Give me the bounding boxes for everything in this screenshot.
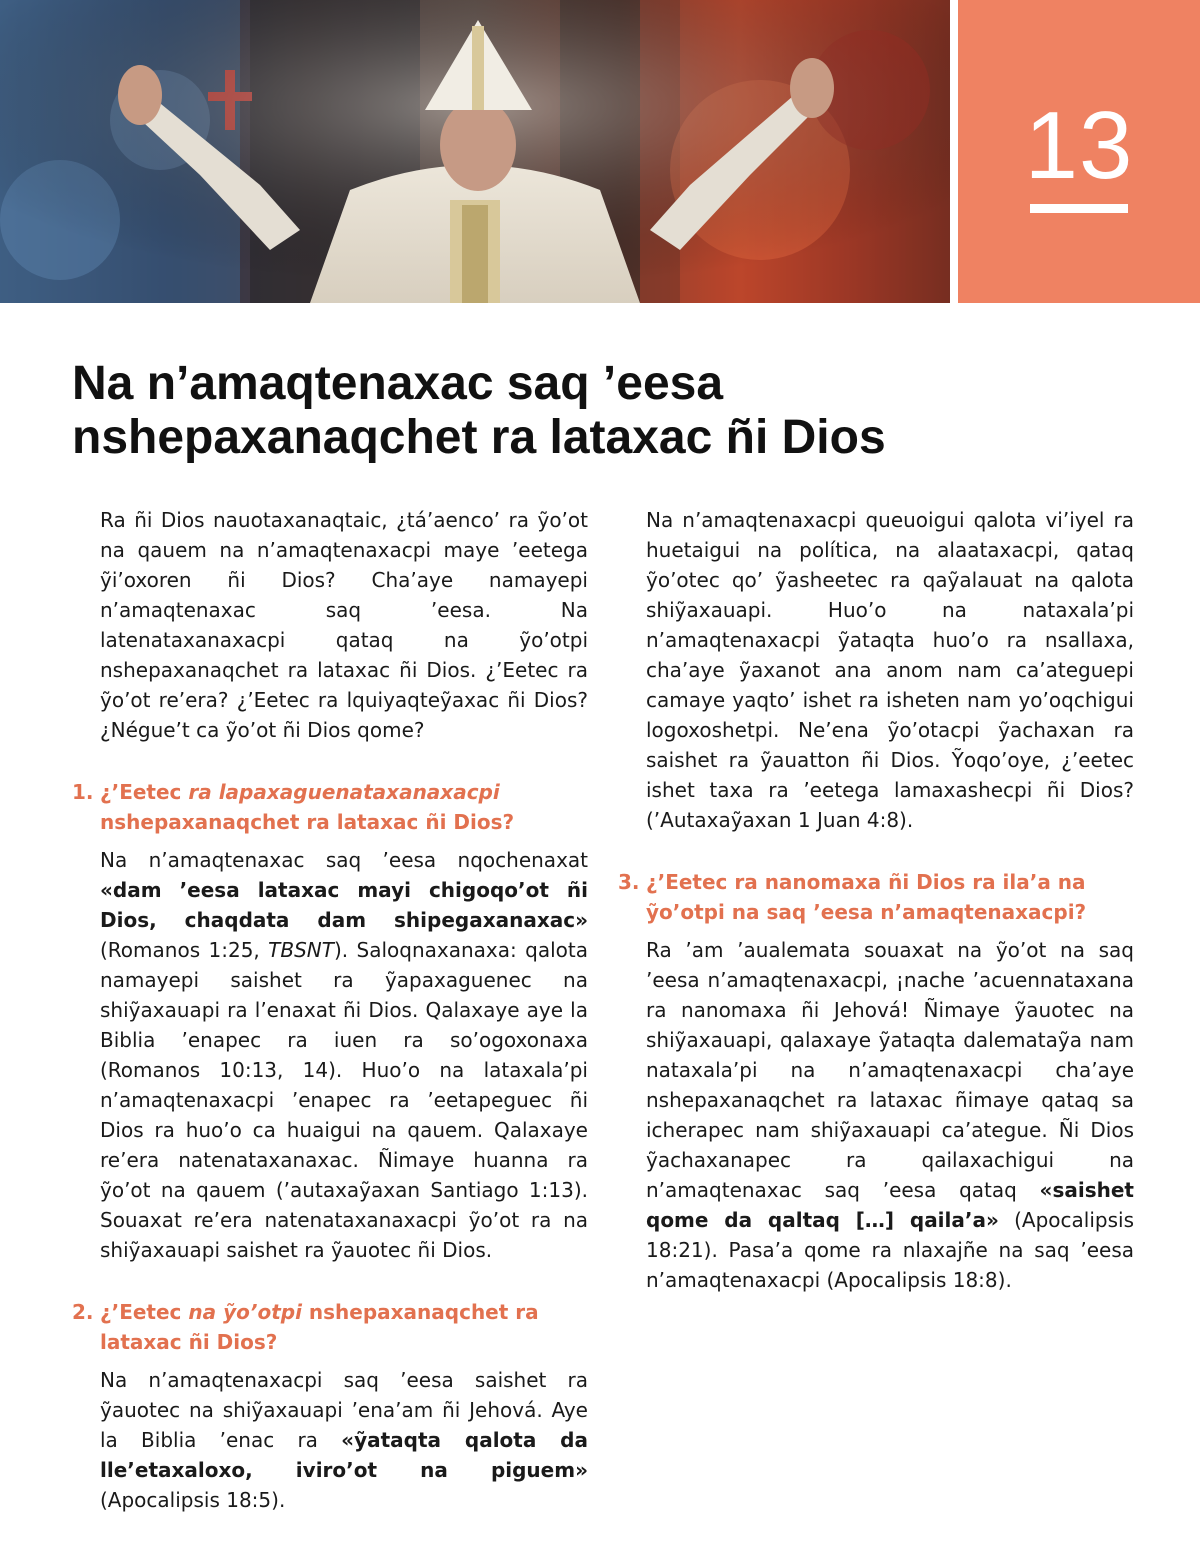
text-run: ¿’Eetec <box>100 780 189 804</box>
question-2-number: 2. <box>72 1300 94 1324</box>
text-run: ). Saloqnaxanaxa: qalota namayepi saishet ra ỹapaxaguenec na shiỹaxauapi ra l’enaxat ñi Dios. Qalaxaye aye la Biblia ’enapec ra iuen ra so’ogoxonaxa (Romanos 10:13, 14). Huo’o na lataxala’pi n’amaqtenaxacpi ’enapec ra ’eetapeguec ñi Dios ra huo’o ca huaigui na qauem. Qalaxaye re’era natenataxanaxac. Ñimaye huanna ra ỹo’ot na qauem (’autaxaỹaxan Santiago 1:13). Souaxat re’era natenataxanaxacpi ỹo’ot ra na shiỹaxauapi saishet ra ỹauotec ñi Dios. <box>100 938 588 1262</box>
question-1-heading <box>72 777 588 837</box>
text-run: Na n’amaqtenaxacpi queuoigui qalota vi’iyel ra huetaigui na política, na alaataxacpi, qataq ỹo’otec qo’ ỹasheetec ra qaỹalauat na qalota shiỹaxauapi. Huo’o na nataxala’pi n’amaqtenaxacpi ỹataqta huo’o ra nsallaxa, cha’aye ỹaxanot ana anom nam ca’ateguepi camaye yaqto’ ishet ra isheten nam yo’oqchigui logoxoshetpi. Ne’ena ỹo’otacpi ỹachaxan ra saishet ra ỹauatton ñi Dios. Ỹoqo’oye, ¿’eetec ishet taxa ra ’eetega lamaxashecpi ñi Dios? (’Autaxaỹaxan 1 Juan 4:8). <box>646 508 1134 832</box>
chapter-underline <box>1030 204 1128 213</box>
question-1-number: 1. <box>72 780 94 804</box>
text-run: Na n’amaqtenaxac saq ’eesa nqochenaxat <box>100 848 588 872</box>
question-2-heading <box>72 1297 588 1357</box>
text-run: ¿’Eetec <box>100 1300 189 1324</box>
text-run: nshepaxanaqchet ra lataxac ñi Dios? <box>100 1300 539 1354</box>
hero-photo-bishop <box>0 0 950 303</box>
text-run: Na n’amaqtenaxacpi saq ’eesa saishet ra ỹauotec na shiỹaxauapi ’ena’am ñi Jehová. Aye la Biblia ’enac ra <box>100 1368 588 1452</box>
chapter-badge <box>958 0 1200 303</box>
bold-quote: «dam ’eesa lataxac mayi chigoqo’ot ñi Dios, chaqdata dam shipegaxanaxac» <box>100 878 588 932</box>
text-run: (Romanos 1:25, <box>100 938 269 962</box>
hero-illustration <box>0 0 950 303</box>
intro-paragraph <box>100 505 588 745</box>
text-run: (Apocalipsis 18:5). <box>100 1488 286 1512</box>
chapter-number: 13 <box>1024 92 1134 199</box>
italic-text: TBSNT <box>268 938 334 962</box>
question-1-text <box>100 780 514 834</box>
question-2-text <box>100 1300 539 1354</box>
column-left <box>72 505 588 1515</box>
text-run: Ra ’am ’aualemata souaxat na ỹo’ot na saq ’eesa n’amaqtenaxacpi, ¡nache ’acuennataxana ra nanomaxa ñi Jehová! Ñimaye ỹauotec na shiỹaxauapi, qalaxaye ỹataqta dalemataỹa nam nataxala’pi na n’amaqtenaxacpi cha’aye nshepaxanaqchet ra lataxac ñimaye qataq sa icherapec nam shiỹaxauapi ca’ategue. Ñi Dios ỹachaxanapec ra qailaxachigui na n’amaqtenaxac saq ’eesa qataq <box>646 938 1134 1202</box>
text-run: (Apocalipsis 18:21). Pasa’a qome ra nlaxajñe na saq ’eesa n’amaqtenaxacpi (Apocalipsis 18:8). <box>646 1208 1134 1292</box>
italic-text: ra lapaxaguenataxanaxacpi <box>188 780 500 804</box>
answer-1-paragraph <box>100 845 588 1265</box>
answer-2-paragraph <box>100 1365 588 1515</box>
page-title: Na n’amaqtenaxac saq ’eesa nshepaxanaqchet ra lataxac ñi Dios <box>72 357 886 464</box>
text-run: nshepaxanaqchet ra lataxac ñi Dios? <box>100 810 515 834</box>
question-3-text <box>646 870 1086 924</box>
question-3-heading <box>618 867 1134 927</box>
column-right <box>618 505 1134 1295</box>
question-3-number: 3. <box>618 870 640 894</box>
bold-quote: «saishet qome da qaltaq […] qaila’a» <box>646 1178 1134 1232</box>
bold-quote: «ỹataqta qalota da lle’etaxaloxo, iviro’ot na piguem» <box>100 1428 588 1482</box>
italic-text: na ỹo’otpi <box>188 1300 302 1324</box>
text-run: ¿’Eetec ra nanomaxa ñi Dios ra ila’a na ỹo’otpi na saq ’eesa n’amaqtenaxacpi? <box>646 870 1087 924</box>
answer-3-paragraph <box>646 935 1134 1295</box>
answer-2-continued-paragraph <box>646 505 1134 835</box>
text-run: Ra ñi Dios nauotaxanaqtaic, ¿tá’aenco’ ra ỹo’ot na qauem na n’amaqtenaxacpi maye ’eetega ỹi’oxoren ñi Dios? Cha’aye namayepi n’amaqtenaxac saq ’eesa. Na latenataxanaxacpi qataq na ỹo’otpi nshepaxanaqchet ra lataxac ñi Dios. ¿’Eetec ra ỹo’ot re’era? ¿’Eetec ra lquiyaqteỹaxac ñi Dios? ¿Négue’t ca ỹo’ot ñi Dios qome? <box>100 508 588 742</box>
